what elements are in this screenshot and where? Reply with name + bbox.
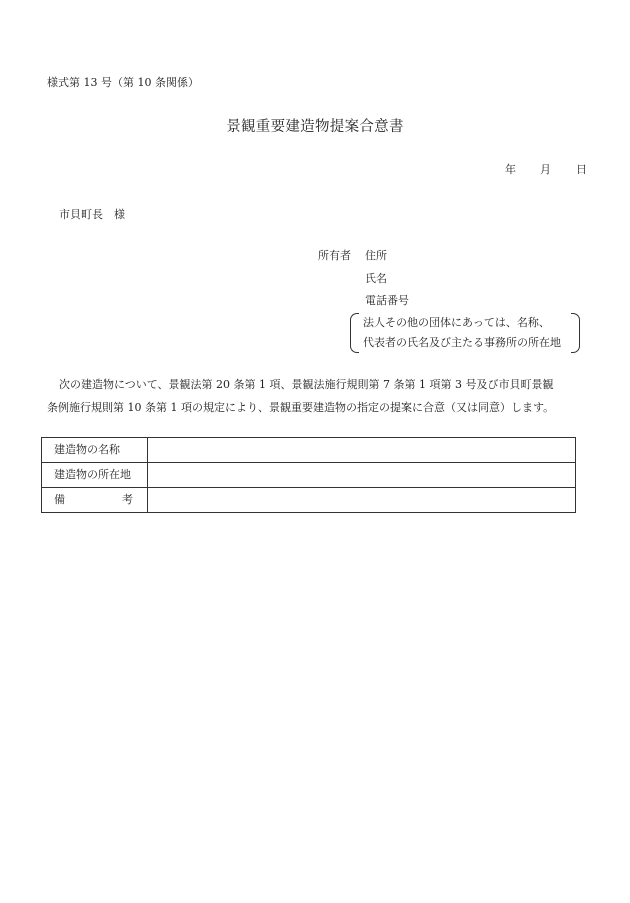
- date-year-label: 年: [505, 163, 516, 176]
- remarks-label-char-2: 考: [122, 493, 133, 506]
- building-name-label: 建造物の名称: [42, 438, 148, 463]
- note-bracket-right: [571, 313, 580, 353]
- addressee: 市貝町長 様: [59, 208, 125, 221]
- corporate-note-line-1: 法人その他の団体にあっては、名称、: [363, 316, 550, 329]
- body-text-line-1: 次の建造物について、景観法第 20 条第 1 項、景観法施行規則第 7 条第 1 項第 3 号及び市貝町景観: [59, 378, 554, 391]
- date-month-label: 月: [540, 163, 551, 176]
- form-number: 様式第 13 号（第 10 条関係）: [47, 76, 199, 89]
- building-info-table: [41, 437, 576, 513]
- building-name-field[interactable]: [148, 438, 576, 463]
- table-row-building-name: [42, 438, 576, 463]
- remarks-label: [42, 488, 148, 513]
- table-row-remarks: [42, 488, 576, 513]
- corporate-note-line-2: 代表者の氏名及び主たる事務所の所在地: [363, 336, 561, 349]
- note-bracket-left: [350, 313, 359, 353]
- date-day-label: 日: [576, 163, 587, 176]
- owner-address-label: 住所: [365, 249, 387, 262]
- building-location-field[interactable]: [148, 463, 576, 488]
- table-row-building-location: [42, 463, 576, 488]
- owner-name-label: 氏名: [365, 272, 387, 285]
- remarks-field[interactable]: [148, 488, 576, 513]
- building-location-label: 建造物の所在地: [42, 463, 148, 488]
- remarks-label-char-1: 備: [54, 493, 65, 506]
- body-text-line-2: 条例施行規則第 10 条第 1 項の規定により、景観重要建造物の指定の提案に合意（又は同意）します。: [47, 401, 555, 414]
- document-title: 景観重要建造物提案合意書: [226, 119, 404, 135]
- owner-phone-label: 電話番号: [365, 294, 409, 307]
- owner-label: 所有者: [318, 249, 351, 262]
